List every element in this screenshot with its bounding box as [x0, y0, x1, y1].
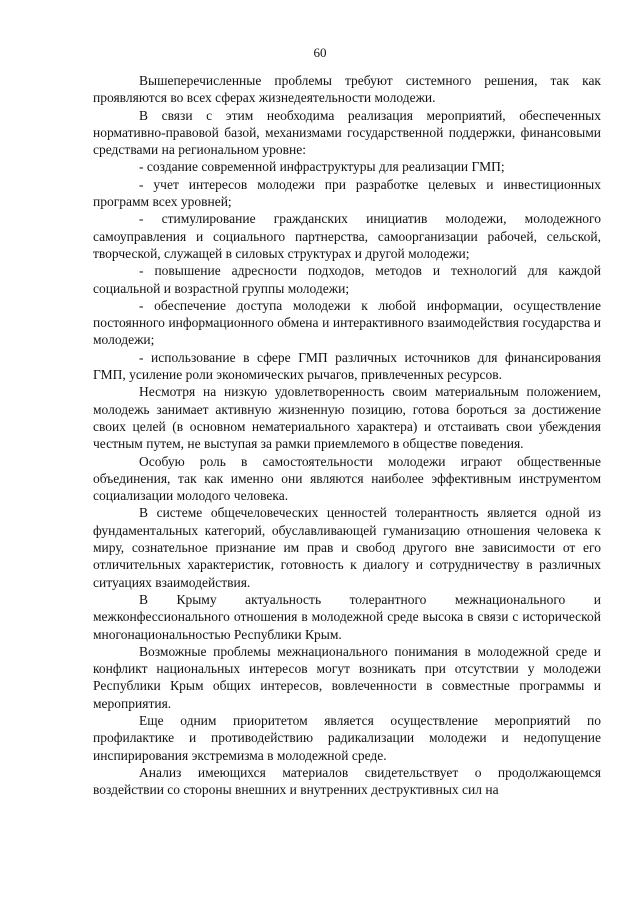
list-item: - стимулирование гражданских инициатив молодежи, молодежного самоуправления и социального партнерства, самоорганизации рабочей, сельской, творческой, служащей в силовых структурах и другой молодежи; [93, 211, 601, 261]
paragraph: Вышеперечисленные проблемы требуют системного решения, так как проявляются во всех сферах жизнедеятельности молодежи. [93, 73, 601, 106]
paragraph: Несмотря на низкую удовлетворенность своим материальным положением, молодежь занимает активную жизненную позицию, готова бороться за достижение своих целей (в основном нематериального характера) и отстаивать свои убеждения честным путем, не выступая за рамки приемлемого в обществе поведения. [93, 384, 601, 452]
paragraph: В Крыму актуальность толерантного межнационального и межконфессионального отношения в молодежной среде высока в связи с исторической многонациональностью Республики Крым. [93, 591, 601, 642]
paragraph: Возможные проблемы межнационального понимания в молодежной среде и конфликт национальных интересов могут возникать при отсутствии у молодежи Республики Крым общих интересов, вовлеченности в совместные программы и мероприятия. [93, 643, 601, 711]
paragraph: Анализ имеющихся материалов свидетельствует о продолжающемся воздействии со стороны внешних и внутренних деструктивных сил на [93, 764, 601, 798]
list-item: - учет интересов молодежи при разработке целевых и инвестиционных программ всех уровней; [93, 176, 601, 210]
page-number: 60 [313, 45, 327, 60]
list-item: - обеспечение доступа молодежи к любой информации, осуществление постоянного информационного обмена и интерактивного взаимодействия государства и молодежи; [93, 297, 601, 348]
list-item: - повышение адресности подходов, методов и технологий для каждой социальной и возрастной группы молодежи; [93, 263, 601, 296]
list-item: - создание современной инфраструктуры для реализации ГМП; [139, 159, 505, 175]
body-text [93, 72, 601, 798]
paragraph: В системе общечеловеческих ценностей толерантность является одной из фундаментальных категорий, обуславливающей гуманизацию отношения человека к миру, сознательное признание им прав и свобод другого вне зависимости от его отличительных характеристик, готовность к диалогу и сотрудничеству в различных ситуациях взаимодействия. [93, 505, 601, 590]
paragraph: Особую роль в самостоятельности молодежи играют общественные объединения, так как именно они являются наиболее эффективным инструментом социализации молодого человека. [93, 453, 601, 504]
paragraph: Еще одним приоритетом является осуществление мероприятий по профилактике и противодействию радикализации молодежи и недопущение инспирирования экстремизма в молодежной среде. [93, 712, 601, 763]
paragraph: В связи с этим необходима реализация мероприятий, обеспеченных нормативно-правовой базой, механизмами государственной поддержки, финансовыми средствами на региональном уровне: [93, 107, 601, 158]
list-item: - использование в сфере ГМП различных источников для финансирования ГМП, усиление роли экономических рычагов, привлеченных ресурсов. [93, 349, 601, 383]
